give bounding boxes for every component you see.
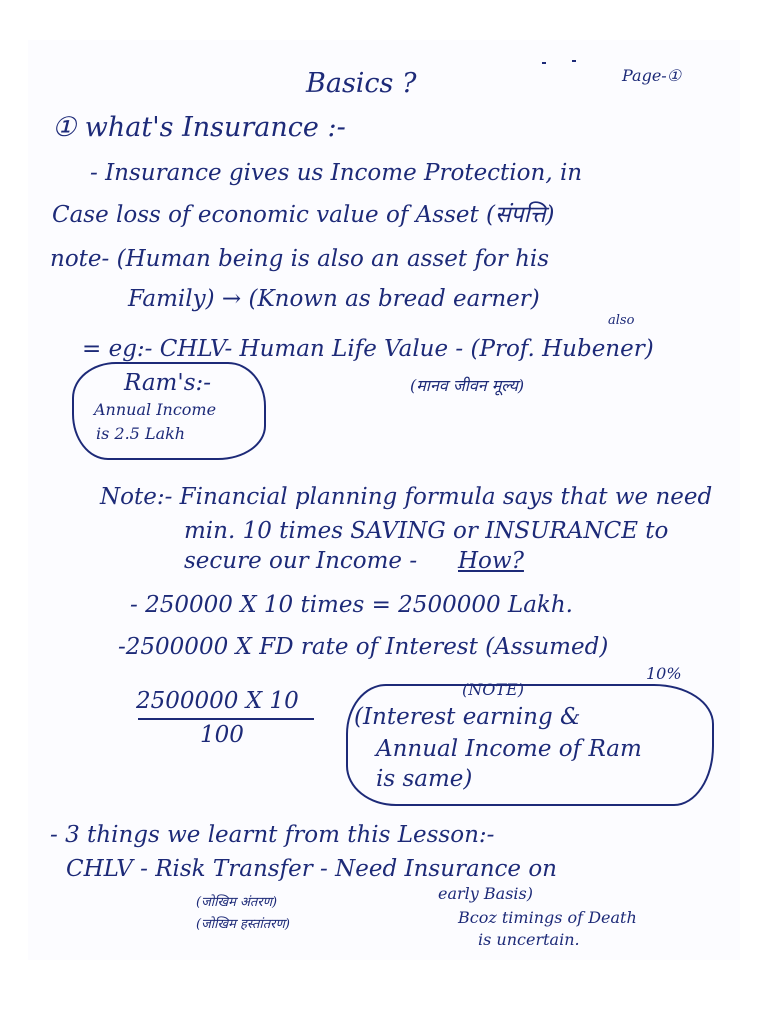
interest-rate: 10% — [646, 664, 682, 683]
bubble-ram-label: Ram's:- — [124, 370, 212, 396]
ink-mark — [542, 62, 546, 64]
because-line-2: is uncertain. — [478, 930, 580, 949]
fraction-line — [138, 718, 314, 720]
example-line: = eg:- CHLV- Human Life Value - (Prof. Hubener) — [82, 336, 654, 362]
early-basis: early Basis) — [438, 884, 533, 903]
fraction-numerator: 2500000 X 10 — [136, 688, 299, 714]
financial-note-line-3: secure our Income - — [184, 548, 418, 574]
lessons-line-1: - 3 things we learnt from this Lesson:- — [50, 822, 495, 848]
hindi-risk-transfer-1: (जोखिम अंतरण) — [196, 895, 278, 910]
note-bubble-line-3: is same) — [376, 766, 473, 792]
note-line-1: note- (Human being is also an asset for his — [50, 246, 550, 272]
hindi-risk-transfer-2: (जोखिम हस्तांतरण) — [196, 917, 290, 932]
note-bubble-label: (NOTE) — [462, 680, 524, 699]
page-title: Basics ? — [306, 68, 417, 99]
ink-mark — [572, 60, 576, 62]
note-bubble-line-1: (Interest earning & — [354, 704, 581, 730]
because-line-1: Bcoz timings of Death — [458, 908, 637, 927]
also-annotation: also — [608, 313, 635, 328]
fraction-denominator: 100 — [200, 722, 244, 748]
bubble-income-amount: is 2.5 Lakh — [96, 424, 186, 443]
calc-line-1: - 250000 X 10 times = 2500000 Lakh. — [130, 592, 573, 618]
financial-note-line-1: Note:- Financial planning formula says that we need — [100, 484, 713, 510]
hindi-human-life-value: (मानव जीवन मूल्य) — [410, 376, 525, 395]
note-bubble-line-2: Annual Income of Ram — [376, 736, 642, 762]
lessons-line-2: CHLV - Risk Transfer - Need Insurance on — [66, 856, 557, 882]
calc-line-2: -2500000 X FD rate of Interest (Assumed) — [118, 634, 609, 660]
financial-note-line-2: min. 10 times SAVING or INSURANCE to — [184, 518, 669, 544]
page-number-label: Page-① — [622, 66, 682, 85]
bubble-annual-income: Annual Income — [94, 400, 217, 419]
note-line-2: Family) → (Known as bread earner) — [128, 286, 540, 312]
insurance-definition-line-2: Case loss of economic value of Asset (संपत्ति) — [52, 202, 555, 228]
how-question: How? — [458, 548, 524, 574]
section-heading: ① what's Insurance :- — [52, 112, 346, 143]
insurance-definition-line-1: - Insurance gives us Income Protection, in — [90, 160, 583, 186]
